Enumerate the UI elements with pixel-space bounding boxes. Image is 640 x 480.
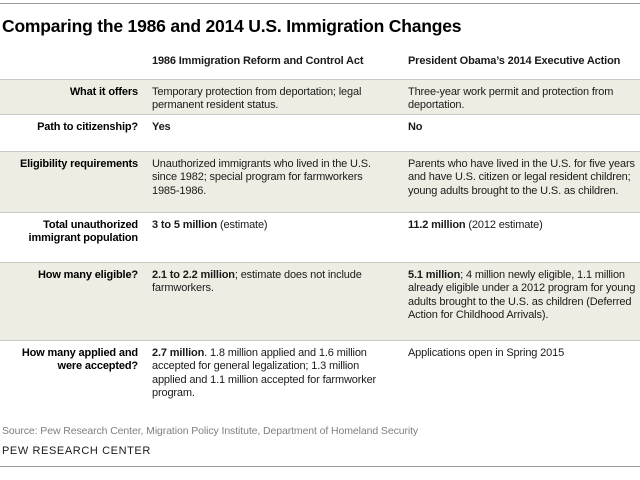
cell-2014: Three-year work permit and protection from deportation. bbox=[408, 85, 614, 111]
table-row bbox=[0, 114, 640, 151]
row-label: Eligibility requirements bbox=[19, 157, 138, 170]
table-row bbox=[0, 151, 640, 212]
cell-1986: Unauthorized immigrants who lived in the U.S. since 1982; special program for farmworkers 1985-1986. bbox=[152, 157, 371, 197]
column-header-2014: President Obama’s 2014 Executive Action bbox=[408, 55, 621, 67]
row-label: How many applied and were accepted? bbox=[21, 346, 138, 372]
cell-1986: Yes bbox=[152, 120, 171, 133]
table-row bbox=[0, 340, 640, 414]
cell-1986: 3 to 5 million (estimate) bbox=[152, 218, 268, 231]
row-label: Path to citizenship? bbox=[37, 120, 138, 133]
cell-2014: No bbox=[408, 120, 423, 133]
table-row bbox=[0, 262, 640, 340]
source-note: Source: Pew Research Center, Migration Policy Institute, Department of Homeland Security bbox=[2, 424, 419, 437]
page-title: Comparing the 1986 and 2014 U.S. Immigration Changes bbox=[2, 16, 462, 36]
column-header-1986: 1986 Immigration Reform and Control Act bbox=[152, 55, 364, 67]
brand-wordmark: PEW RESEARCH CENTER bbox=[2, 444, 151, 457]
table-row bbox=[0, 212, 640, 262]
table-row bbox=[0, 79, 640, 114]
row-label: How many eligible? bbox=[38, 268, 138, 281]
cell-2014: Applications open in Spring 2015 bbox=[408, 346, 565, 359]
cell-1986: 2.7 million. 1.8 million applied and 1.6 million accepted for general legalization; 1.3 million applied and 1.1 million accepted for farmworker program. bbox=[152, 346, 377, 399]
table-header-row bbox=[0, 55, 640, 79]
cell-1986: Temporary protection from deportation; legal permanent resident status. bbox=[152, 85, 362, 111]
cell-1986: 2.1 to 2.2 million; estimate does not include farmworkers. bbox=[152, 268, 362, 294]
bottom-rule bbox=[0, 466, 640, 467]
cell-2014: 11.2 million (2012 estimate) bbox=[408, 218, 543, 231]
row-label: Total unauthorized immigrant population bbox=[28, 218, 138, 244]
cell-2014: 5.1 million; 4 million newly eligible, 1.1 million already eligible under a 2012 program for young adults brought to the U.S. as children (Deferred Action for Childhood Arrivals). bbox=[408, 268, 636, 321]
row-label: What it offers bbox=[69, 85, 138, 98]
top-rule bbox=[0, 3, 640, 4]
cell-2014: Parents who have lived in the U.S. for five years and have U.S. citizen or legal resident children; young adults brought to the U.S. as children. bbox=[408, 157, 635, 197]
